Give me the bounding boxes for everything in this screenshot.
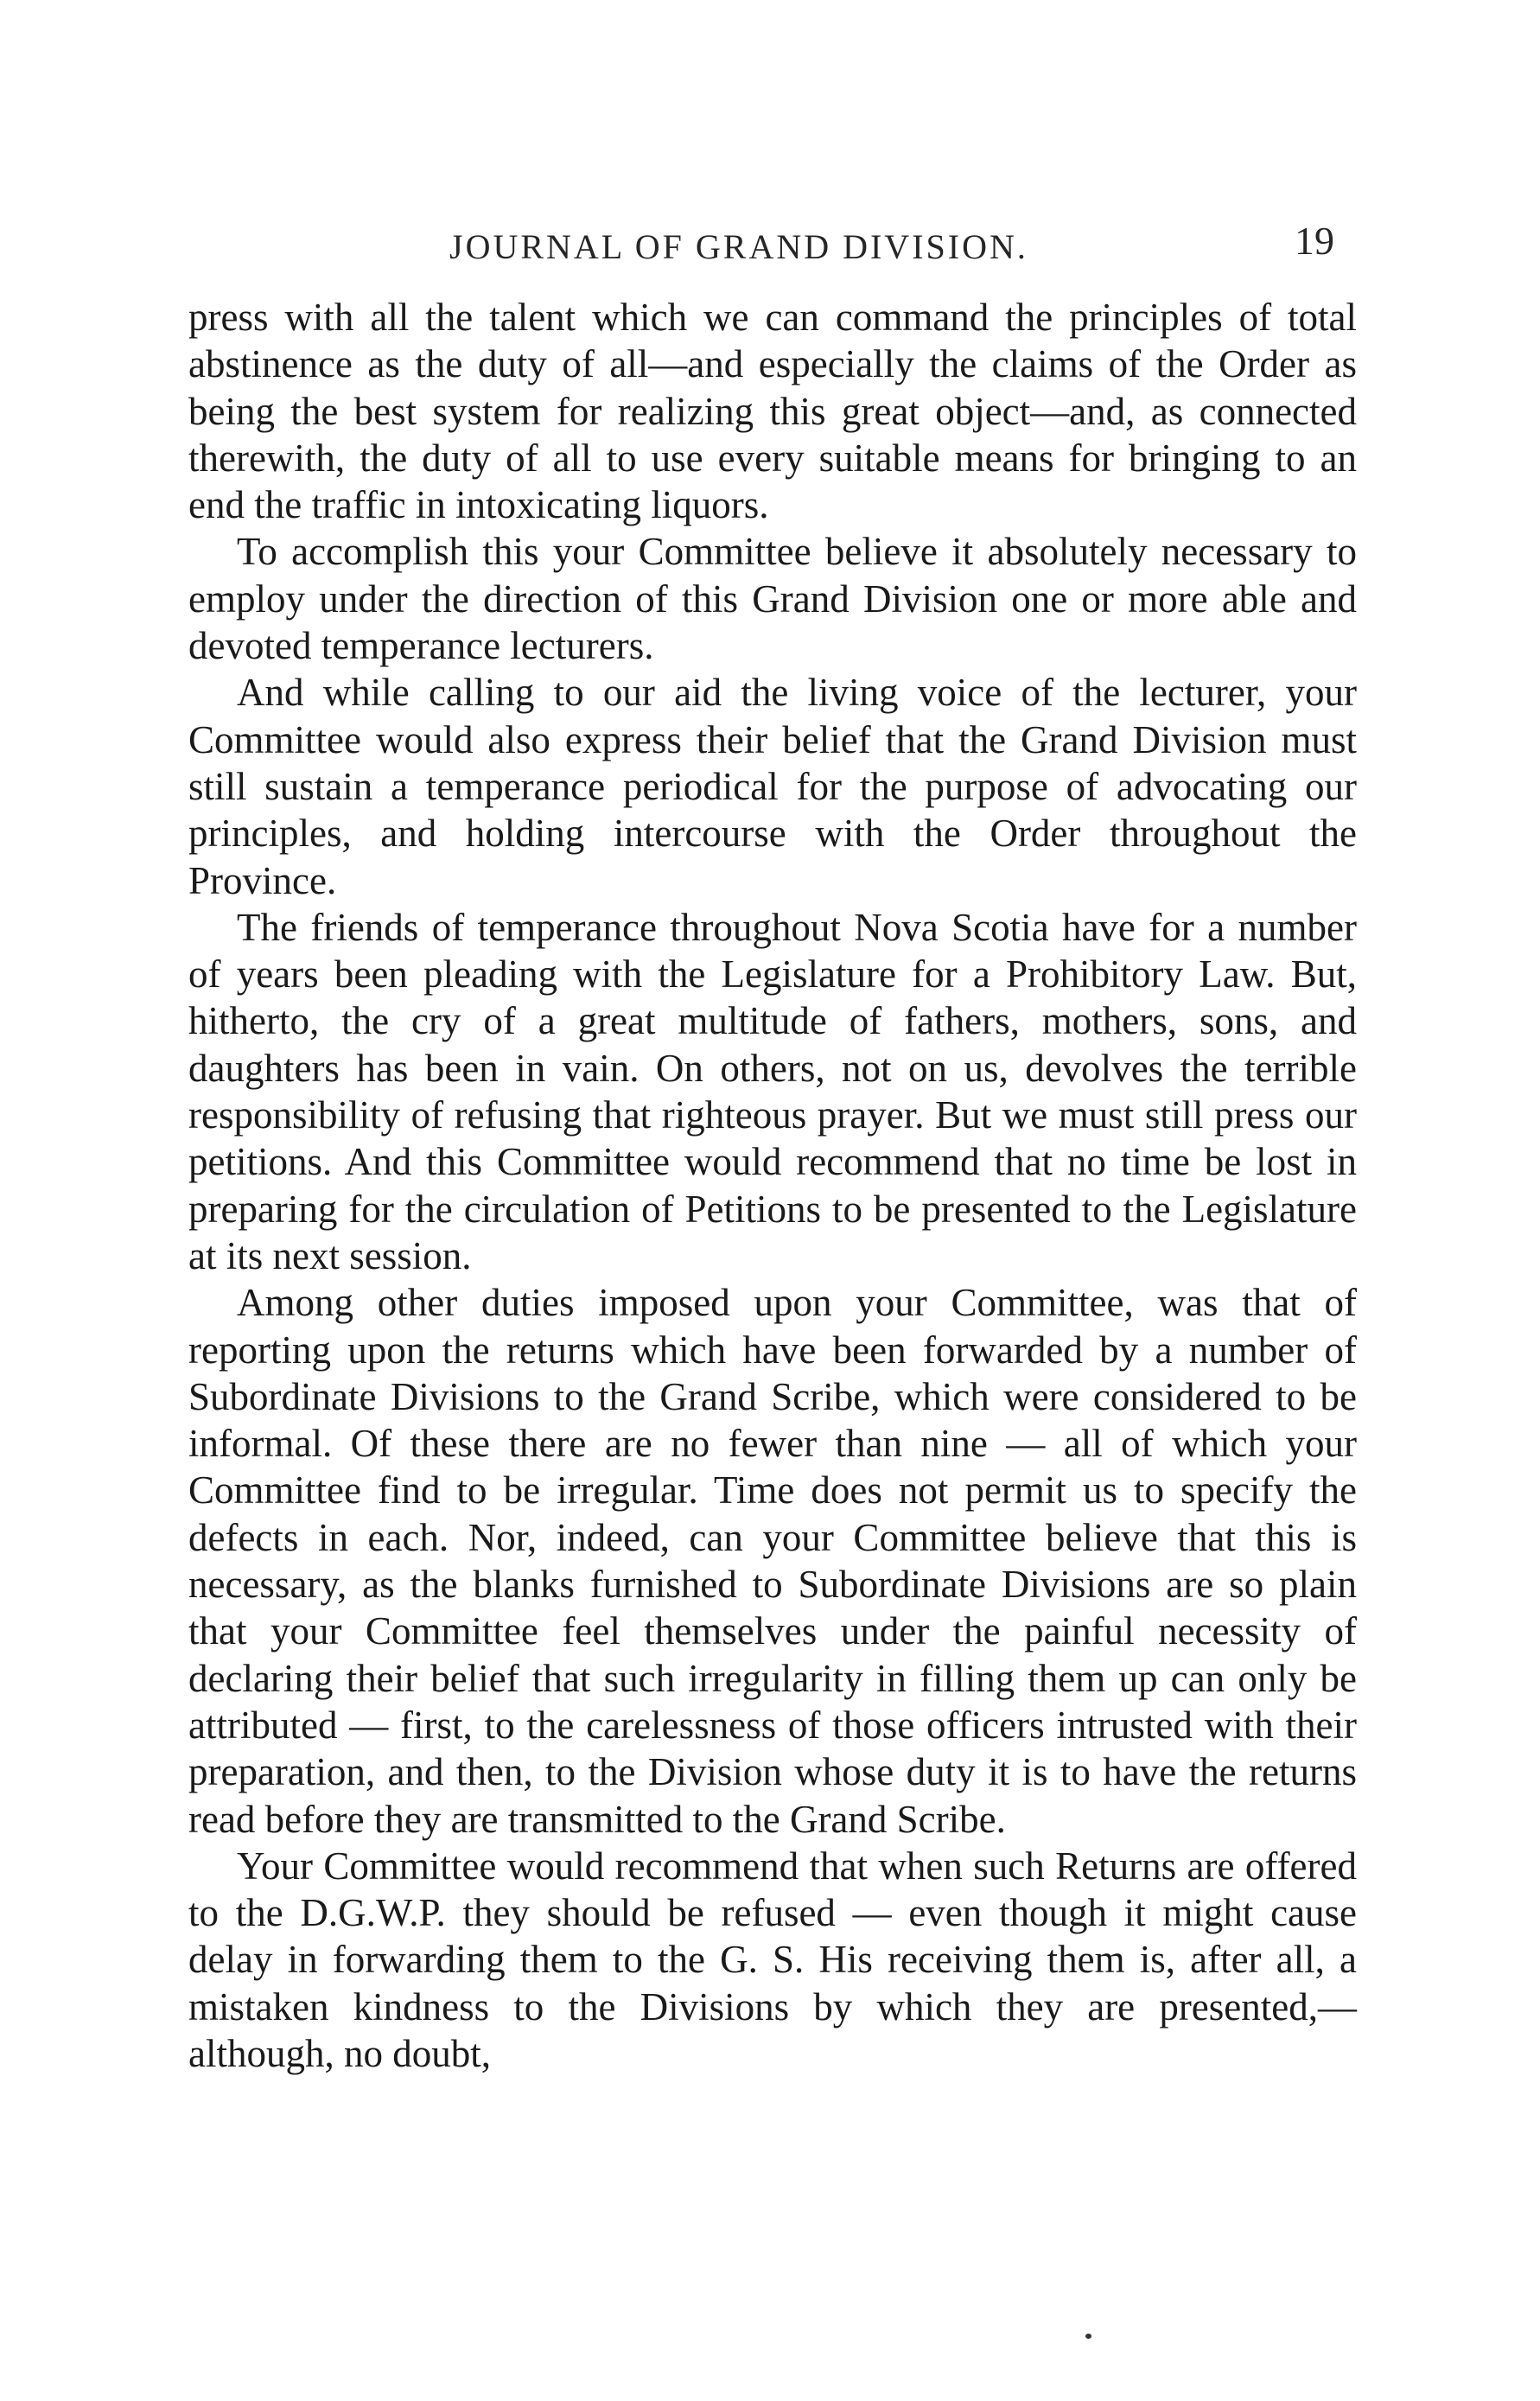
paragraph-lecturers: To accomplish this your Committee believe it absolutely necessary to employ under the direction of this Grand Division one or more able and devoted temperance lecturers.: [188, 530, 1357, 668]
body-text: [188, 294, 1357, 2077]
paragraph-returns: Among other duties imposed upon your Committee, was that of reporting upon the returns which have been forwarded by a number of Subordinate Divisions to the Grand Scribe, which were considered to be informal. Of these there are no fewer than nine — all of which your Committee find to be irregular. Time does not permit us to specify the defects in each. Nor, indeed, can your Committee believe that this is necessary, as the blanks furnished to Subordinate Divisions are so plain that your Committee feel themselves under the painful necessity of declaring their belief that such irregularity in filling them up can only be attributed — first, to the carelessness of those officers intrusted with their preparation, and then, to the Division whose duty it is to have the returns read before they are transmitted to the Grand Scribe.: [188, 1281, 1357, 1841]
paragraph-periodical: And while calling to our aid the living voice of the lecturer, your Committee would also express their belief that the Grand Division must still sustain a temperance periodical for the purpose of advocating our principles, and holding intercourse with the Order throughout the Province.: [188, 671, 1357, 902]
printer-mark: [1085, 2334, 1091, 2339]
paragraph-continued: press with all the talent which we can command the principles of total abstinence as the duty of all—and especially the claims of the Order as being the best system for realizing this great object—and, as connected therewith, the duty of all to use every suitable means for bringing to an end the traffic in intoxicating liquors.: [188, 296, 1357, 527]
page-number: 19: [1295, 219, 1334, 263]
paragraph-prohibitory-law: The friends of temperance throughout Nova Scotia have for a number of years been pleading with the Legislature for a Prohibitory Law. But, hitherto, the cry of a great multitude of fathers, mothers, sons, and daughters has been in vain. On others, not on us, devolves the terrible responsibility of refusing that righteous prayer. But we must still press our petitions. And this Committee would recommend that no time be lost in preparing for the circulation of Petitions to be presented to the Legislature at its next session.: [188, 905, 1357, 1277]
paragraph-recommendation: Your Committee would recommend that when such Returns are offered to the D.G.W.P. they should be refused — even though it might cause delay in forwarding them to the G. S. His receiving them is, after all, a mistaken kindness to the Divisions by which they are presented,—although, no doubt,: [188, 1844, 1357, 2075]
running-head: JOURNAL OF GRAND DIVISION.: [449, 227, 1028, 266]
